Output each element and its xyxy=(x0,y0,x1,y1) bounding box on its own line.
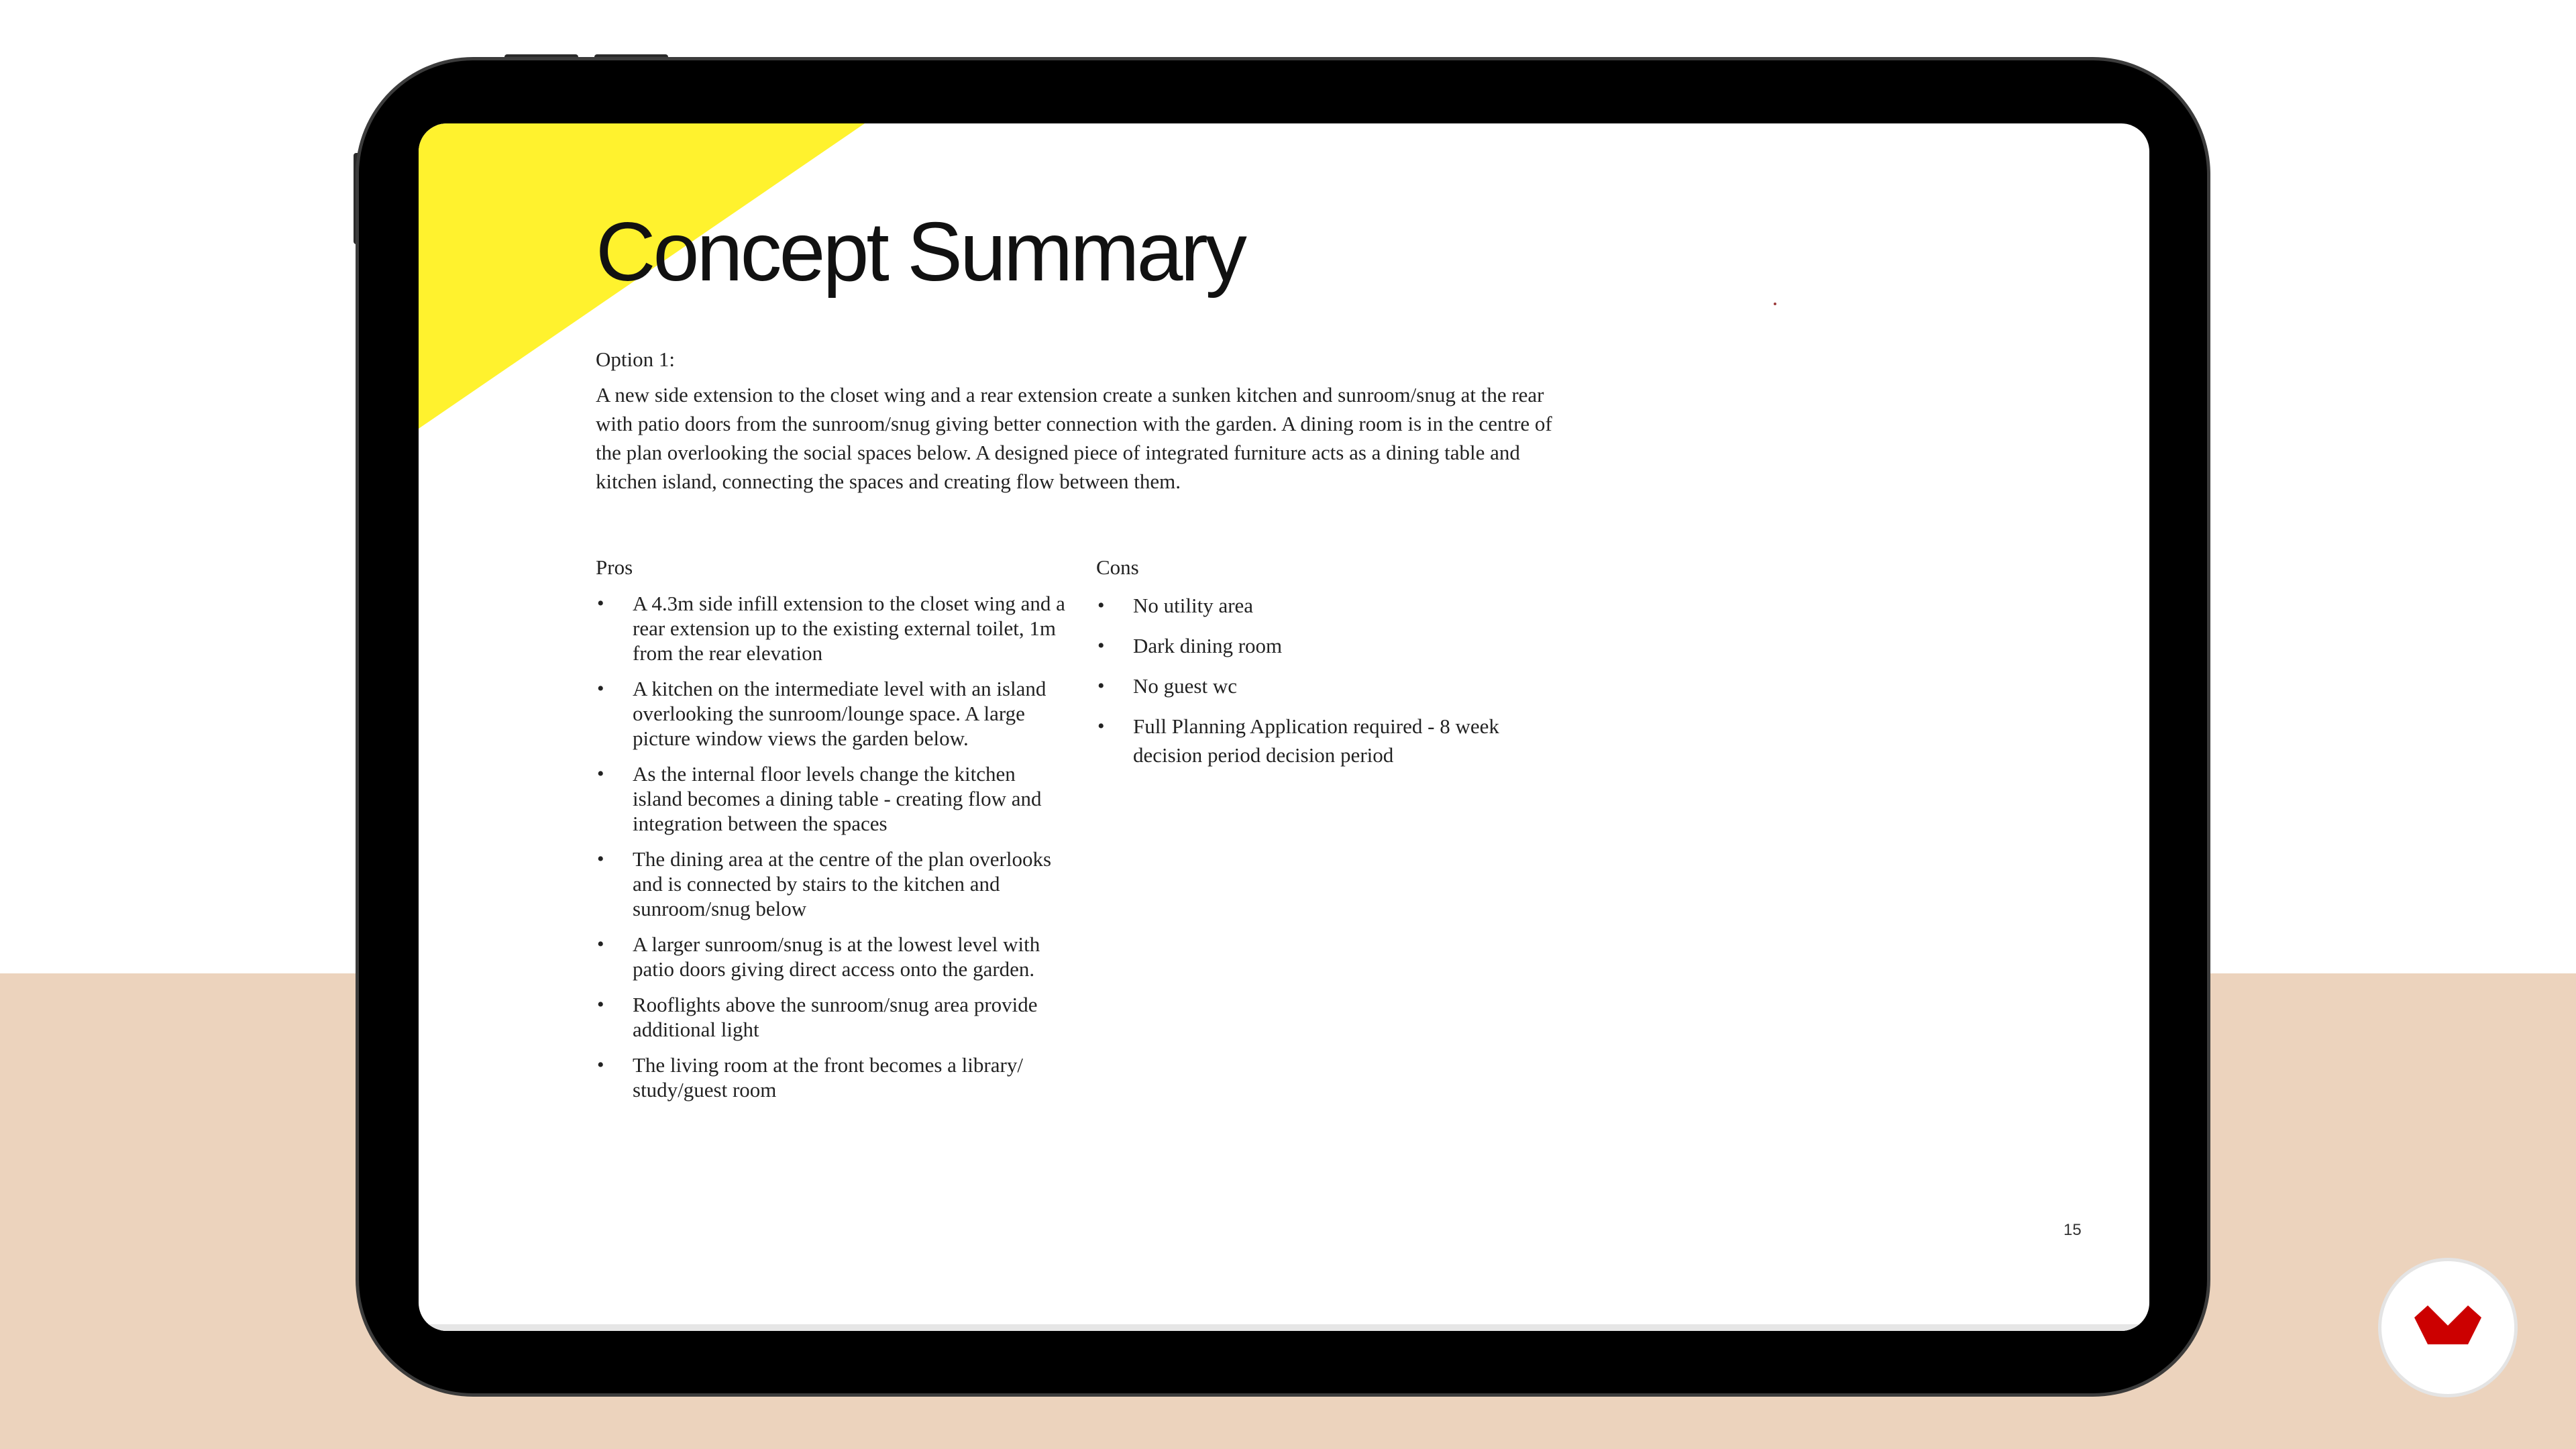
slide-screen xyxy=(419,123,2149,1331)
page-number: 15 xyxy=(2063,1221,2082,1239)
stray-dot xyxy=(1774,303,1776,305)
bullet: • xyxy=(597,1054,604,1076)
pros-item xyxy=(596,847,1065,921)
pros-item-text: A larger sunroom/snug is at the lowest level with patio doors giving direct access onto the garden. xyxy=(633,932,1040,981)
bullet: • xyxy=(597,763,604,785)
bullet: • xyxy=(597,848,604,870)
bullet: • xyxy=(597,994,604,1016)
cons-item xyxy=(1096,712,1525,769)
option-label: Option 1: xyxy=(596,347,675,371)
pros-heading: Pros xyxy=(596,555,633,579)
brand-logo-icon xyxy=(2414,1304,2481,1351)
pros-item xyxy=(596,761,1065,836)
cons-item xyxy=(1096,591,1525,620)
cons-item-text: No guest wc xyxy=(1133,674,1237,698)
bullet: • xyxy=(1097,635,1105,657)
cons-item xyxy=(1096,631,1525,660)
cons-heading: Cons xyxy=(1096,555,1139,579)
pros-item-text: A kitchen on the intermediate level with an island overlooking the sunroom/lounge space. A large picture window views the garden below. xyxy=(633,677,1046,750)
pros-item xyxy=(596,992,1065,1042)
bullet: • xyxy=(597,933,604,955)
cons-item-text: No utility area xyxy=(1133,594,1254,617)
option-description: A new side extension to the closet wing and a rear extension create a sunken kitchen and sunroom/snug at the rear with patio doors from the sunroom/snug giving better connection with the garden. A dining room is in the centre of the plan overlooking the social spaces below. A designed piece of integrated furniture acts as a dining table and kitchen island, connecting the spaces and creating flow between them. xyxy=(596,383,1552,493)
slide-title: Concept Summary xyxy=(596,206,1244,299)
bullet: • xyxy=(1097,594,1105,616)
screen-bottom-edge xyxy=(419,1324,2149,1331)
pros-item-text: Rooflights above the sunroom/snug area provide additional light xyxy=(633,993,1038,1041)
pros-item-text: A 4.3m side infill extension to the closet wing and a rear extension up to the existing external toilet, 1m from the rear elevation xyxy=(633,592,1065,665)
bullet: • xyxy=(1097,715,1105,737)
pros-item xyxy=(596,932,1065,981)
pros-item-text: The dining area at the centre of the plan overlooks and is connected by stairs to the kitchen and sunroom/snug below xyxy=(633,847,1052,920)
cons-item-text: Dark dining room xyxy=(1133,634,1283,657)
pros-item-text: As the internal floor levels change the kitchen island becomes a dining table - creating flow and integration between the spaces xyxy=(633,762,1042,835)
bullet: • xyxy=(597,592,604,614)
cons-list xyxy=(1096,591,1525,781)
bullet: • xyxy=(597,678,604,700)
cons-item-text: Full Planning Application required - 8 week decision period decision period xyxy=(1133,714,1499,767)
brand-logo-button[interactable] xyxy=(2381,1261,2514,1394)
pros-list xyxy=(596,591,1065,1113)
cons-item xyxy=(1096,672,1525,700)
pros-item xyxy=(596,591,1065,665)
bullet: • xyxy=(1097,675,1105,697)
pros-item xyxy=(596,676,1065,751)
pros-item xyxy=(596,1053,1065,1102)
pros-item-text: The living room at the front becomes a library/ study/guest room xyxy=(633,1053,1023,1102)
